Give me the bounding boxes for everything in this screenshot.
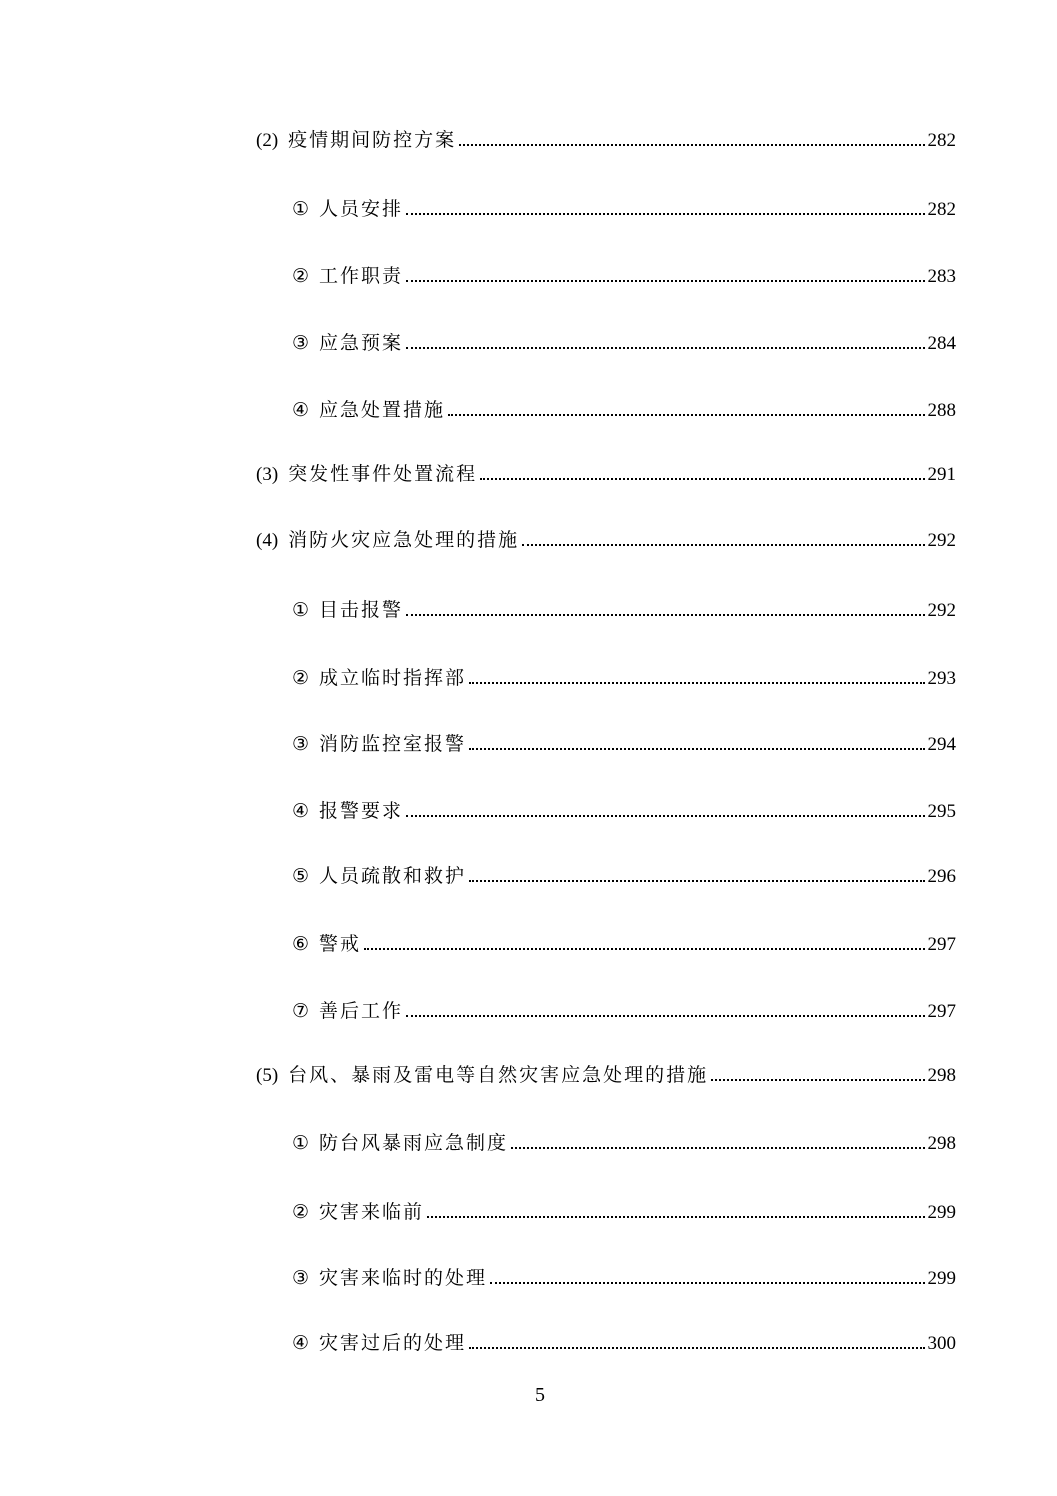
toc-entry-marker: (2): [256, 130, 279, 151]
toc-entry-title: 成立临时指挥部: [319, 667, 467, 689]
toc-entry[interactable]: [292, 864, 956, 889]
toc-entry-marker: ②: [292, 668, 310, 689]
toc-entry-title: 防台风暴雨应急制度: [319, 1132, 509, 1154]
toc-entry-page: 283: [927, 266, 956, 287]
toc-entry-marker: (3): [256, 464, 279, 485]
toc-entry-marker: ④: [292, 1333, 310, 1354]
toc-entry-page: 288: [927, 400, 956, 421]
dot-leader: [406, 614, 924, 616]
dot-leader: [364, 948, 924, 950]
toc-entry-page: 291: [927, 464, 956, 485]
toc-entry-page: 282: [927, 130, 956, 151]
toc-entry[interactable]: [292, 799, 956, 824]
toc-entry[interactable]: [292, 1200, 956, 1225]
toc-entry-page: 295: [927, 801, 956, 822]
toc-entry-page: 296: [927, 866, 956, 887]
dot-leader: [406, 280, 924, 282]
toc-entry-page: 284: [927, 333, 956, 354]
toc-entry-page: 293: [927, 668, 956, 689]
toc-entry-title: 台风、暴雨及雷电等自然灾害应急处理的措施: [288, 1064, 709, 1086]
toc-entry-marker: ③: [292, 333, 310, 354]
dot-leader: [469, 1347, 924, 1349]
toc-entry-title: 灾害来临前: [319, 1201, 425, 1223]
toc-entry-title: 消防监控室报警: [319, 733, 467, 755]
toc-entry-title: 人员疏散和救护: [319, 865, 467, 887]
dot-leader: [427, 1216, 924, 1218]
toc-entry-page: 298: [927, 1133, 956, 1154]
dot-leader: [711, 1079, 924, 1081]
toc-entry[interactable]: [292, 398, 956, 423]
dot-leader: [490, 1282, 924, 1284]
toc-entry-marker: ①: [292, 600, 310, 621]
toc-entry[interactable]: [292, 197, 956, 222]
dot-leader: [406, 1015, 924, 1017]
toc-entry-title: 突发性事件处置流程: [288, 463, 478, 485]
toc-entry[interactable]: [292, 732, 956, 757]
toc-entry-marker: ③: [292, 734, 310, 755]
toc-entry-marker: ⑦: [292, 1001, 310, 1022]
toc-entry-title: 灾害过后的处理: [319, 1332, 467, 1354]
toc-entry-title: 灾害来临时的处理: [319, 1267, 488, 1289]
toc-entry-title: 疫情期间防控方案: [288, 129, 457, 151]
toc-entry-marker: ②: [292, 266, 310, 287]
toc-entry-marker: ④: [292, 400, 310, 421]
toc-entry-marker: (5): [256, 1065, 279, 1086]
page-number: 5: [535, 1384, 545, 1406]
toc-entry[interactable]: [292, 666, 956, 691]
toc-entry-page: 292: [927, 600, 956, 621]
dot-leader: [406, 815, 924, 817]
toc-entry-page: 299: [927, 1268, 956, 1289]
toc-entry-marker: ①: [292, 199, 310, 220]
toc-entry-page: 300: [927, 1333, 956, 1354]
dot-leader: [511, 1147, 924, 1149]
toc-entry-marker: ⑥: [292, 934, 310, 955]
dot-leader: [459, 144, 924, 146]
toc-entry[interactable]: [292, 331, 956, 356]
dot-leader: [480, 478, 924, 480]
toc-entry[interactable]: [292, 1331, 956, 1356]
toc-entry-page: 297: [927, 1001, 956, 1022]
toc-entry[interactable]: [256, 462, 956, 487]
toc-entry-title: 人员安排: [319, 198, 404, 220]
dot-leader: [522, 544, 924, 546]
toc-entry-title: 应急处置措施: [319, 399, 446, 421]
toc-entry[interactable]: [292, 999, 956, 1024]
dot-leader: [448, 414, 924, 416]
toc-entry[interactable]: [292, 932, 956, 957]
toc-entry-title: 应急预案: [319, 332, 404, 354]
toc-entry[interactable]: [256, 1063, 956, 1088]
toc-entry-page: 294: [927, 734, 956, 755]
dot-leader: [469, 880, 924, 882]
toc-entry-marker: ③: [292, 1268, 310, 1289]
toc-entry-marker: ①: [292, 1133, 310, 1154]
toc-entry-title: 工作职责: [319, 265, 404, 287]
toc-entry-marker: (4): [256, 530, 279, 551]
toc-entry-page: 298: [927, 1065, 956, 1086]
toc-entry[interactable]: [292, 598, 956, 623]
toc-entry-page: 297: [927, 934, 956, 955]
toc-entry-title: 报警要求: [319, 800, 404, 822]
toc-entry-page: 292: [927, 530, 956, 551]
toc-entry-page: 299: [927, 1202, 956, 1223]
toc-entry-title: 警戒: [319, 933, 362, 955]
toc-entry-marker: ④: [292, 801, 310, 822]
toc-entry-page: 282: [927, 199, 956, 220]
toc-entry-marker: ②: [292, 1202, 310, 1223]
toc-entry[interactable]: [292, 1131, 956, 1156]
toc-entry-title: 消防火灾应急处理的措施: [288, 529, 520, 551]
toc-entry[interactable]: [256, 128, 956, 153]
toc-entry[interactable]: [292, 1266, 956, 1291]
dot-leader: [469, 682, 924, 684]
toc-entry-title: 善后工作: [319, 1000, 404, 1022]
toc-entry-marker: ⑤: [292, 866, 310, 887]
dot-leader: [469, 748, 924, 750]
toc-entry-title: 目击报警: [319, 599, 404, 621]
toc-entry[interactable]: [256, 528, 956, 553]
dot-leader: [406, 213, 924, 215]
dot-leader: [406, 347, 924, 349]
toc-entry[interactable]: [292, 264, 956, 289]
